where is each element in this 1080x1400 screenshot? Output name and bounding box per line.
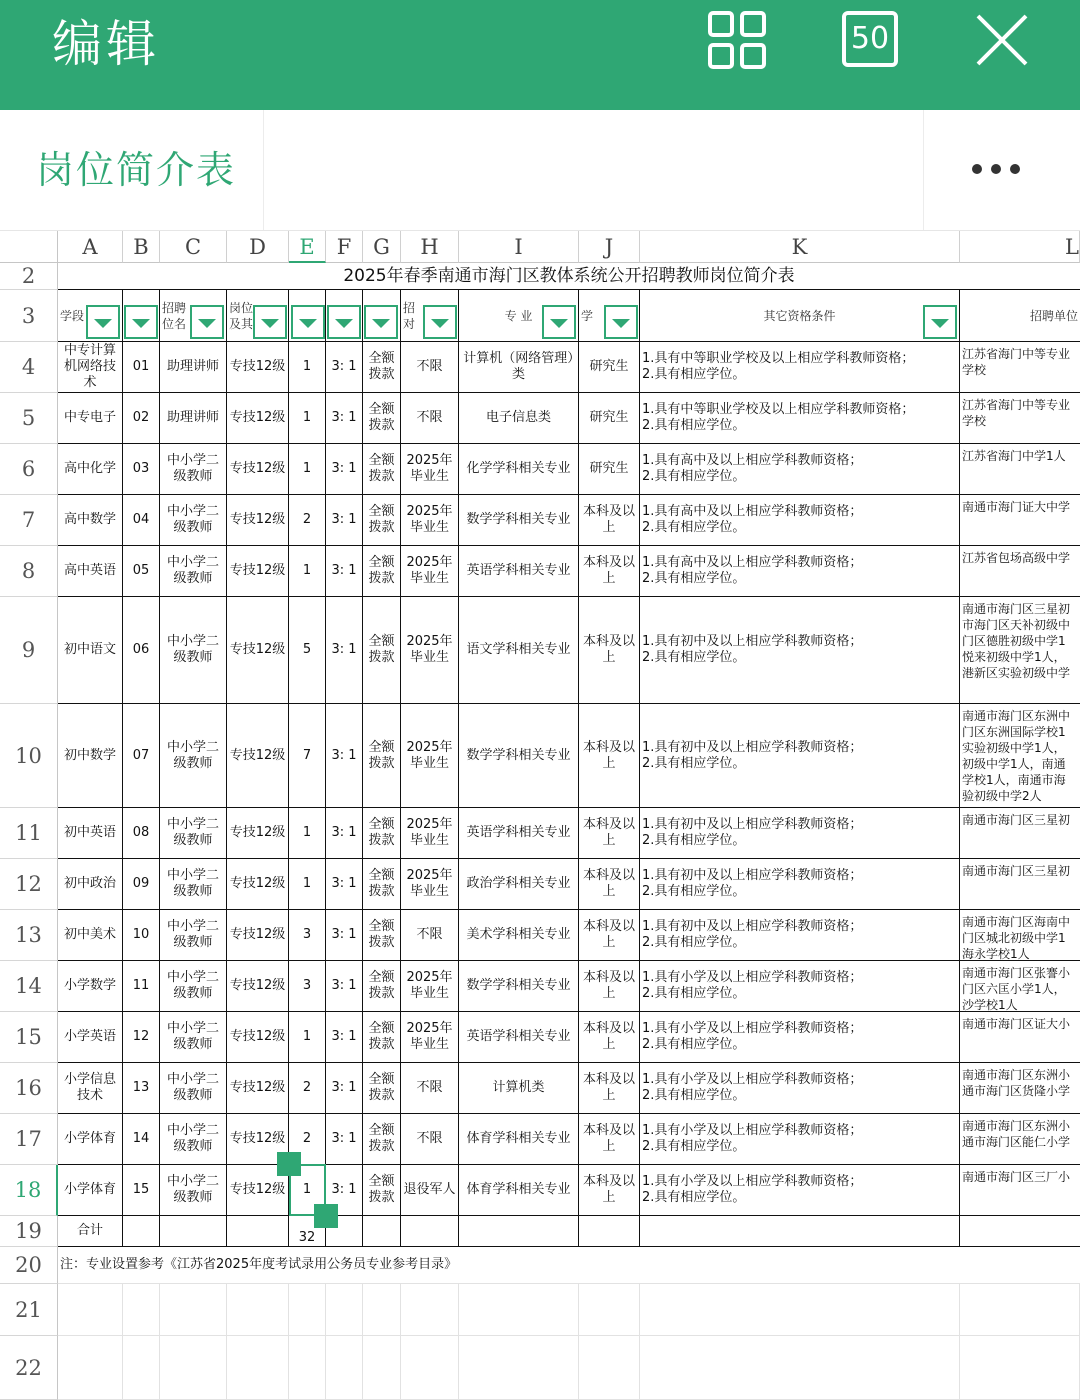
total-value: 32 [289,1216,326,1247]
cell-cond[interactable]: 1.具有初中及以上相应学科教师资格； 2.具有相应学位。 [640,910,960,961]
cell-ratio[interactable]: 3: 1 [326,1114,363,1165]
cell-empty[interactable] [160,1336,227,1400]
cell-edu[interactable]: 本科及以上 [579,1114,640,1165]
cell-name[interactable]: 中小学二级教师 [160,546,227,597]
column-header-h[interactable]: H [401,231,459,263]
header-cell-a[interactable]: 学段 [58,290,123,342]
filter-dropdown-icon[interactable] [291,305,325,339]
row-header-7[interactable]: 7 [0,495,58,546]
cell-empty[interactable] [160,1284,227,1336]
cell-code[interactable]: 03 [123,444,160,495]
cell-num[interactable]: 1 [289,393,326,444]
cell-major[interactable]: 美术学科相关专业 [459,910,579,961]
cell-cond[interactable]: 1.具有小学及以上相应学科教师资格； 2.具有相应学位。 [640,1114,960,1165]
cell-empty[interactable] [363,1216,401,1247]
header-cell-j[interactable]: 学 [579,290,640,342]
cell-num[interactable]: 1 [289,1012,326,1063]
cell-code[interactable]: 01 [123,342,160,393]
header-cell-i[interactable]: 专 业 [459,290,579,342]
cell-level[interactable]: 专技12级 [227,910,289,961]
cell-cond[interactable]: 1.具有高中及以上相应学科教师资格； 2.具有相应学位。 [640,495,960,546]
top-toolbar [0,0,1080,110]
cell-edu[interactable]: 本科及以上 [579,546,640,597]
cell-num[interactable]: 1 [289,859,326,910]
cell-name[interactable]: 中小学二级教师 [160,961,227,1012]
cell-num[interactable]: 3 [289,961,326,1012]
cell-edu[interactable]: 研究生 [579,444,640,495]
cell-fund[interactable]: 全额拨款 [363,342,401,393]
row-header-16[interactable]: 16 [0,1063,58,1114]
cell-empty[interactable] [227,1216,289,1247]
cell-unit[interactable]: 江苏省海门中等专业学校 [960,393,1080,444]
cell-empty[interactable] [58,1284,123,1336]
cell-target[interactable]: 2025年毕业生 [401,444,459,495]
cell-ratio[interactable]: 3: 1 [326,1165,363,1216]
cell-name[interactable]: 中小学二级教师 [160,1063,227,1114]
cell-major[interactable]: 数学学科相关专业 [459,704,579,808]
cell-num[interactable]: 2 [289,1114,326,1165]
cell-code[interactable]: 14 [123,1114,160,1165]
cell-empty[interactable] [579,1284,640,1336]
cell-major[interactable]: 政治学科相关专业 [459,859,579,910]
cell-empty[interactable] [123,1216,160,1247]
cell-major[interactable]: 英语学科相关专业 [459,1012,579,1063]
row-header-21[interactable]: 21 [0,1284,58,1336]
cell-edu[interactable]: 本科及以上 [579,495,640,546]
filter-dropdown-icon[interactable] [364,305,398,339]
cell-unit[interactable]: 南通市海门区东洲小 通市海门区能仁小学 [960,1114,1080,1165]
cell-unit[interactable]: 江苏省包场高级中学 [960,546,1080,597]
header-cell-c[interactable]: 招聘 位名 [160,290,227,342]
cell-major[interactable]: 体育学科相关专业 [459,1165,579,1216]
close-icon[interactable] [972,10,1032,70]
cell-edu[interactable]: 本科及以上 [579,808,640,859]
cell-name[interactable]: 中小学二级教师 [160,495,227,546]
cell-code[interactable]: 04 [123,495,160,546]
cell-empty[interactable] [579,1216,640,1247]
cell-edu[interactable]: 本科及以上 [579,1012,640,1063]
cell-ratio[interactable]: 3: 1 [326,704,363,808]
filter-dropdown-icon[interactable] [124,305,158,339]
filter-dropdown-icon[interactable] [923,305,957,339]
cell-unit[interactable]: 南通市海门区三星初 [960,808,1080,859]
column-header-a[interactable]: A [58,231,123,263]
cell-level[interactable]: 专技12级 [227,961,289,1012]
cell-target[interactable]: 2025年毕业生 [401,1012,459,1063]
row-header-20[interactable]: 20 [0,1247,58,1284]
cell-empty[interactable] [123,1284,160,1336]
cell-xd[interactable]: 高中数学 [58,495,123,546]
cell-xd[interactable]: 小学体育 [58,1165,123,1216]
cell-fund[interactable]: 全额拨款 [363,1063,401,1114]
cell-level[interactable]: 专技12级 [227,342,289,393]
cell-edu[interactable]: 本科及以上 [579,1063,640,1114]
cell-ratio[interactable]: 3: 1 [326,342,363,393]
cell-empty[interactable] [401,1284,459,1336]
column-header-d[interactable]: D [227,231,289,263]
cell-target[interactable]: 2025年毕业生 [401,495,459,546]
cell-major[interactable]: 化学学科相关专业 [459,444,579,495]
cell-name[interactable]: 中小学二级教师 [160,444,227,495]
filter-dropdown-icon[interactable] [86,305,120,339]
cell-empty[interactable] [640,1216,960,1247]
cell-xd[interactable]: 高中化学 [58,444,123,495]
cell-empty[interactable] [363,1284,401,1336]
cell-level[interactable]: 专技12级 [227,597,289,704]
cell-empty[interactable] [58,1336,123,1400]
cell-fund[interactable]: 全额拨款 [363,1012,401,1063]
cell-code[interactable]: 07 [123,704,160,808]
sheet-tab-bar [0,110,1080,231]
cell-xd[interactable]: 小学英语 [58,1012,123,1063]
cell-xd[interactable]: 中专计算机网络技术 [58,342,123,393]
cell-ratio[interactable]: 3: 1 [326,910,363,961]
cell-empty[interactable] [289,1284,326,1336]
cell-code[interactable]: 15 [123,1165,160,1216]
cell-edu[interactable]: 研究生 [579,393,640,444]
cell-target[interactable]: 2025年毕业生 [401,704,459,808]
column-header-j[interactable]: J [579,231,640,263]
table-title: 2025年春季南通市海门区教体系统公开招聘教师岗位简介表 [58,263,1080,290]
sheet-tab-active[interactable]: 岗位简介表 [36,148,237,192]
row-header-6[interactable]: 6 [0,444,58,495]
cell-edu[interactable]: 本科及以上 [579,910,640,961]
filter-dropdown-icon[interactable] [190,305,224,339]
cell-target[interactable]: 不限 [401,393,459,444]
selection-start-handle[interactable] [277,1152,301,1176]
column-header-e[interactable]: E [289,231,326,263]
row-header-2[interactable]: 2 [0,263,58,290]
cell-fund[interactable]: 全额拨款 [363,704,401,808]
cell-unit[interactable]: 南通市海门区证大小 [960,1012,1080,1063]
cell-xd[interactable]: 初中政治 [58,859,123,910]
cell-unit[interactable]: 南通市海门区海南中 门区城北初级中学1 海永学校1人 [960,910,1080,961]
cell-name[interactable]: 助理讲师 [160,342,227,393]
cell-cond[interactable]: 1.具有小学及以上相应学科教师资格； 2.具有相应学位。 [640,961,960,1012]
cell-fund[interactable]: 全额拨款 [363,495,401,546]
cell-name[interactable]: 中小学二级教师 [160,1114,227,1165]
cell-unit[interactable]: 南通市海门区三厂小 [960,1165,1080,1216]
cell-code[interactable]: 10 [123,910,160,961]
cell-empty[interactable] [960,1284,1080,1336]
cell-num[interactable]: 1 [289,1165,326,1216]
header-cell-d[interactable]: 岗位 及其 [227,290,289,342]
row-header-5[interactable]: 5 [0,393,58,444]
cell-empty[interactable] [363,1336,401,1400]
select-all-corner[interactable] [0,231,58,263]
cell-edu[interactable]: 研究生 [579,342,640,393]
selection-end-handle[interactable] [314,1204,338,1228]
cell-edu[interactable]: 本科及以上 [579,1165,640,1216]
cell-xd[interactable]: 初中美术 [58,910,123,961]
cell-level[interactable]: 专技12级 [227,1114,289,1165]
cell-empty[interactable] [640,1284,960,1336]
cell-name[interactable]: 中小学二级教师 [160,859,227,910]
cell-ratio[interactable]: 3: 1 [326,546,363,597]
zoom-level-button[interactable] [842,11,898,67]
row-header-9[interactable]: 9 [0,597,58,704]
cell-empty[interactable] [459,1216,579,1247]
filter-dropdown-icon[interactable] [327,305,361,339]
cell-unit[interactable]: 南通市海门区东洲中 门区东洲国际学校1 实验初级中学1人， 初级中学1人，南通 学校1人，南通市海 验初级中学2人 [960,704,1080,808]
header-cell-l[interactable]: 招聘单位 [960,290,1080,342]
cell-level[interactable]: 专技12级 [227,1165,289,1216]
cell-empty[interactable] [227,1336,289,1400]
cell-level[interactable]: 专技12级 [227,859,289,910]
cell-code[interactable]: 08 [123,808,160,859]
cell-code[interactable]: 02 [123,393,160,444]
cell-empty[interactable] [401,1216,459,1247]
cell-level[interactable]: 专技12级 [227,1063,289,1114]
filter-dropdown-icon[interactable] [253,305,287,339]
cell-cond[interactable]: 1.具有小学及以上相应学科教师资格； 2.具有相应学位。 [640,1012,960,1063]
cell-level[interactable]: 专技12级 [227,495,289,546]
row-header-10[interactable]: 10 [0,704,58,808]
cell-edu[interactable]: 本科及以上 [579,961,640,1012]
cell-num[interactable]: 5 [289,597,326,704]
cell-fund[interactable]: 全额拨款 [363,393,401,444]
cell-empty[interactable] [960,1336,1080,1400]
cell-edu[interactable]: 本科及以上 [579,704,640,808]
cell-target[interactable]: 不限 [401,342,459,393]
cell-xd[interactable]: 初中语文 [58,597,123,704]
row-header-3[interactable]: 3 [0,290,58,342]
cell-edu[interactable]: 本科及以上 [579,859,640,910]
cell-edu[interactable]: 本科及以上 [579,597,640,704]
column-header-f[interactable]: F [326,231,363,263]
cell-empty[interactable] [160,1216,227,1247]
row-header-18[interactable]: 18 [0,1165,58,1216]
cell-empty[interactable] [640,1336,960,1400]
row-header-8[interactable]: 8 [0,546,58,597]
cell-level[interactable]: 专技12级 [227,444,289,495]
cell-ratio[interactable]: 3: 1 [326,393,363,444]
cell-major[interactable]: 电子信息类 [459,393,579,444]
cell-fund[interactable]: 全额拨款 [363,961,401,1012]
cell-fund[interactable]: 全额拨款 [363,597,401,704]
cell-target[interactable]: 不限 [401,1063,459,1114]
cell-fund[interactable]: 全额拨款 [363,910,401,961]
cell-major[interactable]: 体育学科相关专业 [459,1114,579,1165]
cell-major[interactable]: 语文学科相关专业 [459,597,579,704]
cell-code[interactable]: 06 [123,597,160,704]
column-header-k[interactable]: K [640,231,960,263]
cell-code[interactable]: 11 [123,961,160,1012]
cell-level[interactable]: 专技12级 [227,546,289,597]
cell-empty[interactable] [326,1336,363,1400]
column-header-g[interactable]: G [363,231,401,263]
cell-major[interactable]: 计算机类 [459,1063,579,1114]
header-cell-h[interactable]: 招 对 [401,290,459,342]
row-header-17[interactable]: 17 [0,1114,58,1165]
cell-cond[interactable]: 1.具有初中及以上相应学科教师资格； 2.具有相应学位。 [640,704,960,808]
cell-unit[interactable]: 南通市海门区三星初 市海门区天补初级中 门区德胜初级中学1 悦来初级中学1人， 港新区实验初级中学 [960,597,1080,704]
cell-xd[interactable]: 初中数学 [58,704,123,808]
cell-num[interactable]: 1 [289,546,326,597]
total-label: 合计 [58,1216,123,1247]
column-header-i[interactable]: I [459,231,579,263]
row-header-14[interactable]: 14 [0,961,58,1012]
cell-xd[interactable]: 初中英语 [58,808,123,859]
cell-fund[interactable]: 全额拨款 [363,546,401,597]
filter-dropdown-icon[interactable] [542,305,576,339]
filter-dropdown-icon[interactable] [604,305,638,339]
cell-target[interactable]: 2025年毕业生 [401,961,459,1012]
header-cell-k[interactable]: 其它资格条件 [640,290,960,342]
cell-name[interactable]: 中小学二级教师 [160,704,227,808]
cell-num[interactable]: 1 [289,808,326,859]
cell-cond[interactable]: 1.具有初中及以上相应学科教师资格； 2.具有相应学位。 [640,808,960,859]
cell-ratio[interactable]: 3: 1 [326,597,363,704]
row-header-4[interactable]: 4 [0,342,58,393]
cell-major[interactable]: 英语学科相关专业 [459,808,579,859]
cell-cond[interactable]: 1.具有初中及以上相应学科教师资格； 2.具有相应学位。 [640,859,960,910]
row-header-15[interactable]: 15 [0,1012,58,1063]
cell-xd[interactable]: 小学体育 [58,1114,123,1165]
cell-cond[interactable]: 1.具有中等职业学校及以上相应学科教师资格； 2.具有相应学位。 [640,393,960,444]
cell-fund[interactable]: 全额拨款 [363,444,401,495]
cell-cond[interactable]: 1.具有小学及以上相应学科教师资格； 2.具有相应学位。 [640,1063,960,1114]
row-header-11[interactable]: 11 [0,808,58,859]
cell-code[interactable]: 12 [123,1012,160,1063]
cell-ratio[interactable]: 3: 1 [326,444,363,495]
cell-fund[interactable]: 全额拨款 [363,808,401,859]
cell-num[interactable]: 1 [289,444,326,495]
cell-target[interactable]: 不限 [401,1114,459,1165]
cell-fund[interactable]: 全额拨款 [363,859,401,910]
grid-view-icon[interactable] [707,10,767,70]
cell-name[interactable]: 中小学二级教师 [160,597,227,704]
row-header-12[interactable]: 12 [0,859,58,910]
cell-num[interactable]: 7 [289,704,326,808]
cell-level[interactable]: 专技12级 [227,704,289,808]
cell-major[interactable]: 数学学科相关专业 [459,495,579,546]
column-header-c[interactable]: C [160,231,227,263]
cell-name[interactable]: 中小学二级教师 [160,910,227,961]
row-header-19[interactable]: 19 [0,1216,58,1247]
column-header-b[interactable]: B [123,231,160,263]
cell-num[interactable]: 2 [289,1063,326,1114]
cell-xd[interactable]: 小学信息技术 [58,1063,123,1114]
cell-name[interactable]: 助理讲师 [160,393,227,444]
cell-cond[interactable]: 1.具有小学及以上相应学科教师资格； 2.具有相应学位。 [640,1165,960,1216]
cell-cond[interactable]: 1.具有初中及以上相应学科教师资格； 2.具有相应学位。 [640,597,960,704]
cell-unit[interactable]: 南通市海门区张謇小 门区六匡小学1人， 沙学校1人 [960,961,1080,1012]
cell-fund[interactable]: 全额拨款 [363,1165,401,1216]
cell-level[interactable]: 专技12级 [227,393,289,444]
divider [263,110,264,230]
cell-unit[interactable]: 江苏省海门中等专业学校 [960,342,1080,393]
row-header-22[interactable]: 22 [0,1336,58,1400]
cell-target[interactable]: 退役军人 [401,1165,459,1216]
cell-target[interactable]: 2025年毕业生 [401,546,459,597]
cell-xd[interactable]: 小学数学 [58,961,123,1012]
cell-name[interactable]: 中小学二级教师 [160,1165,227,1216]
edit-title[interactable]: 编辑 [52,15,160,73]
cell-cond[interactable]: 1.具有中等职业学校及以上相应学科教师资格； 2.具有相应学位。 [640,342,960,393]
cell-xd[interactable]: 高中英语 [58,546,123,597]
cell-empty[interactable] [289,1336,326,1400]
cell-empty[interactable] [227,1284,289,1336]
cell-ratio[interactable]: 3: 1 [326,495,363,546]
cell-code[interactable]: 13 [123,1063,160,1114]
cell-ratio[interactable]: 3: 1 [326,1063,363,1114]
cell-name[interactable]: 中小学二级教师 [160,808,227,859]
cell-empty[interactable] [459,1336,579,1400]
cell-fund[interactable]: 全额拨款 [363,1114,401,1165]
cell-target[interactable]: 2025年毕业生 [401,808,459,859]
cell-empty[interactable] [579,1336,640,1400]
cell-code[interactable]: 09 [123,859,160,910]
cell-code[interactable]: 05 [123,546,160,597]
cell-cond[interactable]: 1.具有高中及以上相应学科教师资格； 2.具有相应学位。 [640,546,960,597]
cell-target[interactable]: 2025年毕业生 [401,859,459,910]
column-header-l[interactable]: L [960,231,1080,263]
cell-xd[interactable]: 中专电子 [58,393,123,444]
zoom-level-label: 50 [850,21,890,56]
cell-unit[interactable]: 南通市海门区东洲小 通市海门区货隆小学 [960,1063,1080,1114]
cell-num[interactable]: 1 [289,342,326,393]
cell-target[interactable]: 2025年毕业生 [401,597,459,704]
cell-ratio[interactable]: 3: 1 [326,808,363,859]
cell-ratio[interactable]: 3: 1 [326,1012,363,1063]
cell-level[interactable]: 专技12级 [227,1012,289,1063]
cell-major[interactable]: 英语学科相关专业 [459,546,579,597]
cell-empty[interactable] [960,1216,1080,1247]
cell-name[interactable]: 中小学二级教师 [160,1012,227,1063]
cell-empty[interactable] [326,1284,363,1336]
cell-ratio[interactable]: 3: 1 [326,961,363,1012]
cell-cond[interactable]: 1.具有高中及以上相应学科教师资格； 2.具有相应学位。 [640,444,960,495]
cell-num[interactable]: 3 [289,910,326,961]
row-header-13[interactable]: 13 [0,910,58,961]
cell-major[interactable]: 数学学科相关专业 [459,961,579,1012]
cell-empty[interactable] [123,1336,160,1400]
filter-dropdown-icon[interactable] [423,305,457,339]
cell-empty[interactable] [459,1284,579,1336]
cell-level[interactable]: 专技12级 [227,808,289,859]
divider [923,110,924,230]
cell-unit[interactable]: 南通市海门证大中学 [960,495,1080,546]
cell-empty[interactable] [401,1336,459,1400]
cell-target[interactable]: 不限 [401,910,459,961]
cell-unit[interactable]: 江苏省海门中学1人 [960,444,1080,495]
cell-num[interactable]: 2 [289,495,326,546]
cell-major[interactable]: 计算机（网络管理）类 [459,342,579,393]
table-note: 注：专业设置参考《江苏省2025年度考试录用公务员专业参考目录》 [58,1247,1080,1284]
cell-ratio[interactable]: 3: 1 [326,859,363,910]
cell-unit[interactable]: 南通市海门区三星初 [960,859,1080,910]
